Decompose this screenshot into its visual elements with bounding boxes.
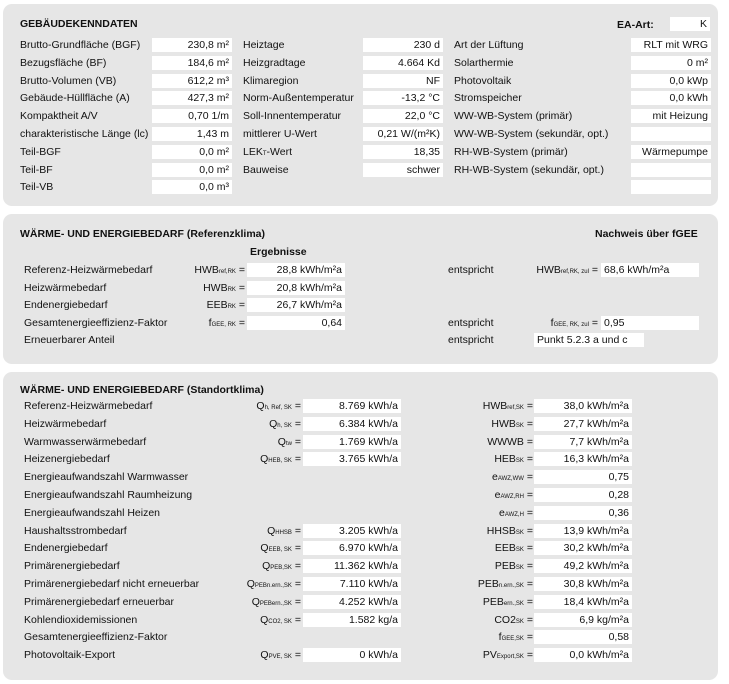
q-value: 1.769 kWh/a bbox=[303, 435, 401, 449]
kenndaten-value bbox=[631, 163, 711, 177]
kenndaten-value: 0,0 kWp bbox=[631, 74, 711, 88]
q-value: 0 kWh/a bbox=[303, 648, 401, 662]
standort-label: Primärenergiebedarf bbox=[24, 560, 120, 573]
kenndaten-label: RH-WB-System (primär) bbox=[454, 145, 568, 158]
entspricht-label: entspricht bbox=[448, 264, 494, 276]
panel-gebaeudekenndaten bbox=[3, 4, 718, 206]
standort-label: Warmwasserwärmebedarf bbox=[24, 435, 147, 448]
kennwert-value: 0,28 bbox=[534, 488, 632, 502]
standort-label: Heizenergiebedarf bbox=[24, 453, 110, 466]
q-symbol: QPVE, SK = bbox=[260, 649, 301, 662]
q-value: 6.970 kWh/a bbox=[303, 541, 401, 555]
kenndaten-label: WW-WB-System (sekundär, opt.) bbox=[454, 128, 609, 140]
referenz-symbol: HWBRK = bbox=[203, 281, 245, 294]
kenndaten-value: Wärmepumpe bbox=[631, 145, 711, 159]
referenz-label: Endenergiebedarf bbox=[24, 299, 108, 311]
kenndaten-label: Gebäude-Hüllfläche (A) bbox=[20, 92, 130, 105]
section-title: GEBÄUDEKENNDATEN bbox=[20, 18, 138, 30]
q-symbol: QHEB, SK = bbox=[260, 453, 301, 466]
kennwert-symbol: EEBSK = bbox=[494, 542, 533, 555]
kennwert-symbol: eAWZ,H = bbox=[498, 506, 533, 519]
standort-label: Primärenergiebedarf erneuerbar bbox=[24, 595, 174, 608]
standort-label: Haushaltsstrombedarf bbox=[24, 524, 127, 537]
kenndaten-label: Art der Lüftung bbox=[454, 39, 524, 51]
standort-label: Endenergiebedarf bbox=[24, 542, 108, 555]
referenz-value: 0,64 bbox=[247, 316, 345, 330]
kennwert-value: 6,9 kg/m²a bbox=[534, 613, 632, 627]
q-value: 7.110 kWh/a bbox=[303, 577, 401, 591]
kenndaten-value: RLT mit WRG bbox=[631, 38, 711, 52]
standort-label: Photovoltaik-Export bbox=[24, 649, 116, 662]
kenndaten-value: 184,6 m² bbox=[152, 56, 232, 70]
kennwert-value: 38,0 kWh/m²a bbox=[534, 399, 632, 413]
panel-referenzklima bbox=[3, 214, 718, 364]
q-symbol: QPEBn.ern.,SK = bbox=[246, 578, 301, 590]
q-value: 1.582 kg/a bbox=[303, 613, 401, 627]
referenz-symbol: HWBref,RK = bbox=[194, 264, 245, 276]
standort-label: Gesamtenergieeffizienz-Faktor bbox=[24, 631, 168, 644]
kennwert-value: 18,4 kWh/m²a bbox=[534, 595, 632, 609]
kenndaten-value: 1,43 m bbox=[152, 127, 232, 141]
kenndaten-label: Klimaregion bbox=[243, 74, 299, 87]
kenndaten-value: 0,0 m² bbox=[152, 145, 232, 159]
kennwert-symbol: eAWZ,WW = bbox=[491, 471, 533, 484]
referenz-symbol: EEBRK = bbox=[206, 299, 245, 311]
standort-label: Heizwärmebedarf bbox=[24, 417, 107, 430]
kenndaten-value: -13,2 °C bbox=[363, 91, 443, 105]
kenndaten-value bbox=[631, 127, 711, 141]
kennwert-symbol: eAWZ,RH = bbox=[494, 489, 533, 501]
kennwert-symbol: HEBSK = bbox=[494, 453, 533, 466]
ea-art-label: EA-Art: bbox=[617, 19, 654, 31]
entspricht-label: entspricht bbox=[448, 316, 494, 329]
kennwert-value: 0,0 kWh/m²a bbox=[534, 648, 632, 662]
kennwert-symbol: PEBn.ern.,SK = bbox=[477, 578, 533, 590]
kenndaten-label: Norm-Außentemperatur bbox=[243, 92, 354, 105]
q-symbol: QPEB,SK = bbox=[262, 560, 301, 573]
kenndaten-label: Photovoltaik bbox=[454, 74, 512, 87]
kenndaten-label: Teil-BGF bbox=[20, 145, 61, 158]
q-value: 11.362 kWh/a bbox=[303, 559, 401, 573]
q-symbol: Qh, Ref, SK = bbox=[256, 400, 301, 412]
kenndaten-label: RH-WB-System (sekundär, opt.) bbox=[454, 163, 604, 176]
kennwert-value: 0,58 bbox=[534, 630, 632, 644]
kennwert-symbol: PEBSK = bbox=[494, 560, 533, 573]
kenndaten-value: 0,21 W/(m²K) bbox=[363, 127, 443, 141]
kennwert-value: 16,3 kWh/m²a bbox=[534, 452, 632, 466]
kenndaten-label: Bezugsfläche (BF) bbox=[20, 56, 107, 69]
nachweis-label: Nachweis über fGEE bbox=[595, 228, 698, 240]
kenndaten-label: Kompaktheit A/V bbox=[20, 110, 98, 123]
referenz-label: Gesamtenergieeffizienz-Faktor bbox=[24, 316, 168, 329]
q-symbol: QPEBern.,SK = bbox=[251, 595, 301, 608]
kennwert-symbol: HWBSK = bbox=[491, 417, 533, 430]
kennwert-symbol: HWBref,SK = bbox=[482, 400, 533, 412]
nachweis-symbol: fGEE, RK, zul = bbox=[550, 316, 598, 329]
kenndaten-value: NF bbox=[363, 74, 443, 88]
kenndaten-value: 22,0 °C bbox=[363, 109, 443, 123]
entspricht-label: entspricht bbox=[448, 334, 494, 346]
kenndaten-label: Teil-VB bbox=[20, 181, 54, 194]
q-value: 6.384 kWh/a bbox=[303, 417, 401, 431]
kenndaten-value: 427,3 m² bbox=[152, 91, 232, 105]
kenndaten-label: Soll-Innentemperatur bbox=[243, 110, 342, 123]
kennwert-value: 30,8 kWh/m²a bbox=[534, 577, 632, 591]
kennwert-value: 0,36 bbox=[534, 506, 632, 520]
standort-label: Energieaufwandszahl Heizen bbox=[24, 506, 161, 519]
section-title: WÄRME- UND ENERGIEBEDARF (Standortklima) bbox=[20, 384, 264, 396]
referenz-label: Erneuerbarer Anteil bbox=[24, 334, 115, 346]
ergebnisse-heading: Ergebnisse bbox=[250, 246, 307, 258]
kennwert-value: 0,75 bbox=[534, 470, 632, 484]
kenndaten-label: Solarthermie bbox=[454, 56, 514, 69]
kennwert-symbol: PVExport,SK = bbox=[482, 649, 533, 662]
kenndaten-value: 0,0 m³ bbox=[152, 180, 232, 194]
q-value: 4.252 kWh/a bbox=[303, 595, 401, 609]
kennwert-symbol: CO2SK = bbox=[494, 613, 533, 626]
kennwert-symbol: WWWB = bbox=[487, 435, 533, 448]
kenndaten-value: schwer bbox=[363, 163, 443, 177]
kenndaten-label: Heizgradtage bbox=[243, 56, 306, 69]
standort-label: Referenz-Heizwärmebedarf bbox=[24, 400, 153, 412]
kenndaten-label: Brutto-Grundfläche (BGF) bbox=[20, 39, 141, 51]
kenndaten-label: Bauweise bbox=[243, 163, 289, 176]
kenndaten-label: LEKT-Wert bbox=[243, 145, 293, 158]
kennwert-value: 30,2 kWh/m²a bbox=[534, 541, 632, 555]
q-value: 3.205 kWh/a bbox=[303, 524, 401, 538]
q-value: 3.765 kWh/a bbox=[303, 452, 401, 466]
kennwert-symbol: PEBern.,SK = bbox=[482, 595, 533, 608]
q-symbol: Qtw = bbox=[277, 435, 301, 448]
kennwert-value: 7,7 kWh/m²a bbox=[534, 435, 632, 449]
standort-label: Energieaufwandszahl Warmwasser bbox=[24, 471, 189, 484]
kenndaten-label: Stromspeicher bbox=[454, 92, 522, 105]
nachweis-value: 68,6 kWh/m²a bbox=[601, 263, 699, 277]
kenndaten-label: WW-WB-System (primär) bbox=[454, 110, 573, 123]
section-title: WÄRME- UND ENERGIEBEDARF (Referenzklima) bbox=[20, 228, 266, 240]
kennwert-symbol: HHSBSK = bbox=[486, 524, 533, 537]
kenndaten-value: 4.664 Kd bbox=[363, 56, 443, 70]
kennwert-value: 27,7 kWh/m²a bbox=[534, 417, 632, 431]
referenz-value: 20,8 kWh/m²a bbox=[247, 281, 345, 295]
referenz-value: 28,8 kWh/m²a bbox=[247, 263, 345, 277]
q-symbol: Qh, SK = bbox=[269, 417, 301, 430]
standort-label: Primärenergiebedarf nicht erneuerbar bbox=[24, 578, 200, 590]
kenndaten-label: Brutto-Volumen (VB) bbox=[20, 74, 117, 87]
kenndaten-value: 230 d bbox=[363, 38, 443, 52]
standort-label: Energieaufwandszahl Raumheizung bbox=[24, 489, 193, 501]
kenndaten-value: 0,0 m² bbox=[152, 163, 232, 177]
kennwert-value: 13,9 kWh/m²a bbox=[534, 524, 632, 538]
q-value: 8.769 kWh/a bbox=[303, 399, 401, 413]
kenndaten-value: 612,2 m³ bbox=[152, 74, 232, 88]
kenndaten-value bbox=[631, 180, 711, 194]
kenndaten-label: charakteristische Länge (lc) bbox=[20, 128, 149, 140]
kenndaten-value: mit Heizung bbox=[631, 109, 711, 123]
referenz-label: Referenz-Heizwärmebedarf bbox=[24, 264, 153, 276]
kenndaten-label: Heiztage bbox=[243, 39, 285, 51]
kenndaten-value: 0 m² bbox=[631, 56, 711, 70]
standort-label: Kohlendioxidemissionen bbox=[24, 613, 138, 626]
kenndaten-value: 0,0 kWh bbox=[631, 91, 711, 105]
kenndaten-label: Teil-BF bbox=[20, 163, 53, 176]
kennwert-value: 49,2 kWh/m²a bbox=[534, 559, 632, 573]
referenz-symbol: fGEE, RK = bbox=[208, 316, 245, 329]
nachweis-symbol: HWBref,RK, zul = bbox=[536, 264, 598, 276]
q-symbol: QHHSB = bbox=[267, 524, 301, 537]
kennwert-symbol: fGEE,SK = bbox=[498, 631, 533, 644]
kenndaten-value: 0,70 1/m bbox=[152, 109, 232, 123]
referenz-label: Heizwärmebedarf bbox=[24, 281, 107, 294]
q-symbol: QEEB, SK = bbox=[260, 542, 301, 555]
nachweis-value: 0,95 bbox=[601, 316, 699, 330]
kenndaten-value: 18,35 bbox=[363, 145, 443, 159]
referenz-value: 26,7 kWh/m²a bbox=[247, 298, 345, 312]
kenndaten-value: 230,8 m² bbox=[152, 38, 232, 52]
panel-standortklima bbox=[3, 372, 718, 680]
ea-art-value: K bbox=[670, 17, 710, 31]
nachweis-value: Punkt 5.2.3 a und c bbox=[534, 333, 644, 347]
q-symbol: QCO2, SK = bbox=[260, 613, 301, 626]
kenndaten-label: mittlerer U-Wert bbox=[243, 128, 317, 140]
